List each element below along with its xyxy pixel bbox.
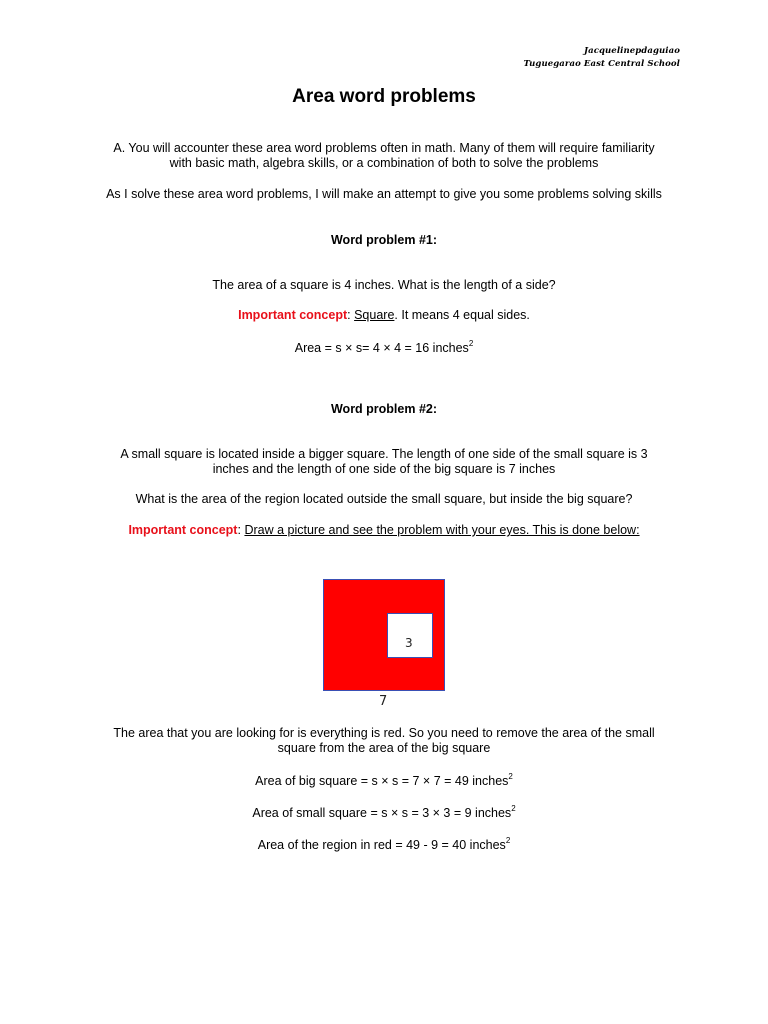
problem2-heading: Word problem #2: xyxy=(330,402,438,416)
problem1-heading: Word problem #1: xyxy=(330,233,438,247)
important-concept-label: Important concept xyxy=(238,308,348,322)
equation-text: Area = s × s= 4 × 4 = 16 inches xyxy=(294,341,469,355)
problem1-equation xyxy=(0,340,768,356)
problem2-question-line-3: What is the area of the region located outside the small square, but inside the big square? xyxy=(135,492,633,506)
exponent: 2 xyxy=(511,804,516,813)
exponent: 2 xyxy=(505,836,511,845)
intro-line-1: A. You will accounter these area word problems often in math. Many of them will require familiarity xyxy=(113,141,655,155)
small-square-area xyxy=(0,805,768,821)
exponent: 2 xyxy=(468,339,474,348)
concept-text: Draw a picture and see the problem with your eyes. This is done below: xyxy=(244,523,640,537)
region-area-text: Area of the region in red = 49 - 9 = 40 inches xyxy=(257,838,506,852)
small-square-figure xyxy=(387,613,433,658)
big-square-label: 7 xyxy=(379,694,388,709)
page-title: Area word problems xyxy=(292,86,476,107)
intro-line-2: with basic math, algebra skills, or a combination of both to solve the problems xyxy=(169,156,599,170)
explanation-line-2: square from the area of the big square xyxy=(277,741,491,755)
small-square-label: 3 xyxy=(405,636,413,650)
problem2-concept xyxy=(0,522,768,538)
exponent: 2 xyxy=(508,772,513,781)
small-area-text: Area of small square = s × s = 3 × 3 = 9 inches xyxy=(252,806,512,820)
explanation-line-1: The area that you are looking for is everything is red. So you need to remove the area of the small xyxy=(113,726,655,740)
school-name: Tuguegarao East Central School xyxy=(523,59,680,69)
problem1-concept xyxy=(0,307,768,323)
problem1-question: The area of a square is 4 inches. What is the length of a side? xyxy=(212,278,556,292)
concept-term: Square xyxy=(354,308,395,322)
problem2-question-line-2: inches and the length of one side of the big square is 7 inches xyxy=(212,462,556,476)
author-name: Jacquelinepdaguiao xyxy=(583,46,680,56)
big-area-text: Area of big square = s × s = 7 × 7 = 49 inches xyxy=(255,774,509,788)
big-square-figure xyxy=(323,579,445,691)
region-area xyxy=(0,837,768,853)
intro-line-3: As I solve these area word problems, I will make an attempt to give you some problems solving skills xyxy=(106,187,662,201)
problem2-question-line-1: A small square is located inside a bigger square. The length of one side of the small square is 3 xyxy=(120,447,648,461)
concept-rest: . It means 4 equal sides. xyxy=(394,308,530,322)
important-concept-label: Important concept xyxy=(128,523,238,537)
concept-colon: : xyxy=(237,523,245,537)
concept-colon: : xyxy=(347,308,355,322)
big-square-area xyxy=(0,773,768,789)
